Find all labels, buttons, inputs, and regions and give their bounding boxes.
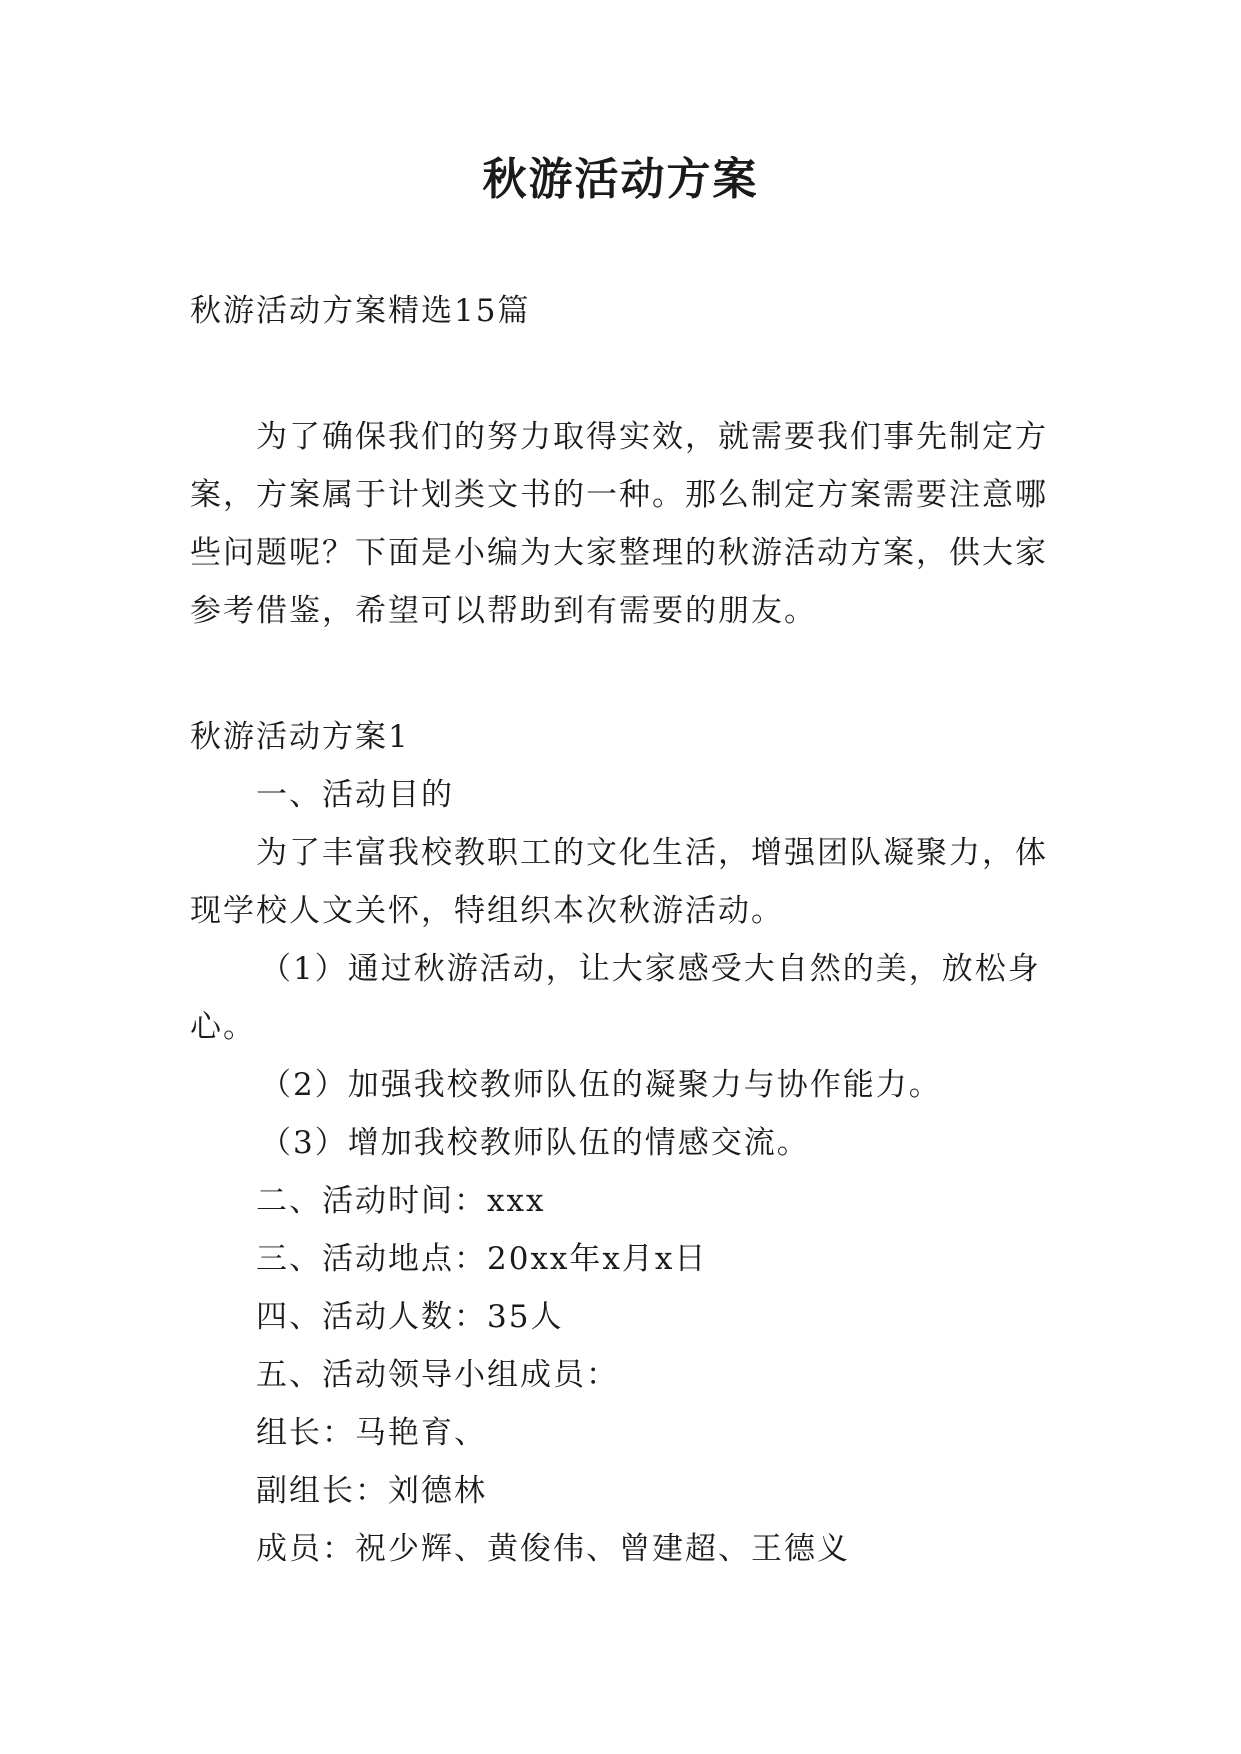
group-leader: 组长：马艳育、: [256, 1415, 487, 1451]
document-body: [190, 282, 1052, 1578]
section-title: 秋游活动方案1: [190, 719, 410, 755]
heading-purpose: 一、活动目的: [256, 777, 454, 813]
heading-leadership-group: 五、活动领导小组成员：: [256, 1357, 619, 1393]
vice-group-leader: 副组长：刘德林: [256, 1473, 487, 1509]
heading-time: 二、活动时间：xxx: [256, 1183, 546, 1219]
intro-paragraph: 为了确保我们的努力取得实效，就需要我们事先制定方案，方案属于计划类文书的一种。那么制定方案需要注意哪些问题呢？下面是小编为大家整理的秋游活动方案，供大家参考借鉴，希望可以帮助到有需要的朋友。: [190, 419, 1048, 629]
group-members: 成员：祝少辉、黄俊伟、曾建超、王德义: [256, 1531, 850, 1567]
heading-participants: 四、活动人数：35人: [256, 1299, 564, 1335]
heading-location: 三、活动地点：20xx年x月x日: [256, 1241, 708, 1277]
purpose-item-3: （3）增加我校教师队伍的情感交流。: [260, 1125, 810, 1161]
document-subtitle: 秋游活动方案精选15篇: [190, 293, 531, 329]
purpose-item-2: （2）加强我校教师队伍的凝聚力与协作能力。: [260, 1067, 942, 1103]
purpose-paragraph: 为了丰富我校教职工的文化生活，增强团队凝聚力，体现学校人文关怀，特组织本次秋游活动。: [190, 835, 1048, 929]
document-title: 秋游活动方案: [482, 154, 759, 205]
purpose-item-1: （1）通过秋游活动，让大家感受大自然的美，放松身心。: [190, 951, 1041, 1045]
